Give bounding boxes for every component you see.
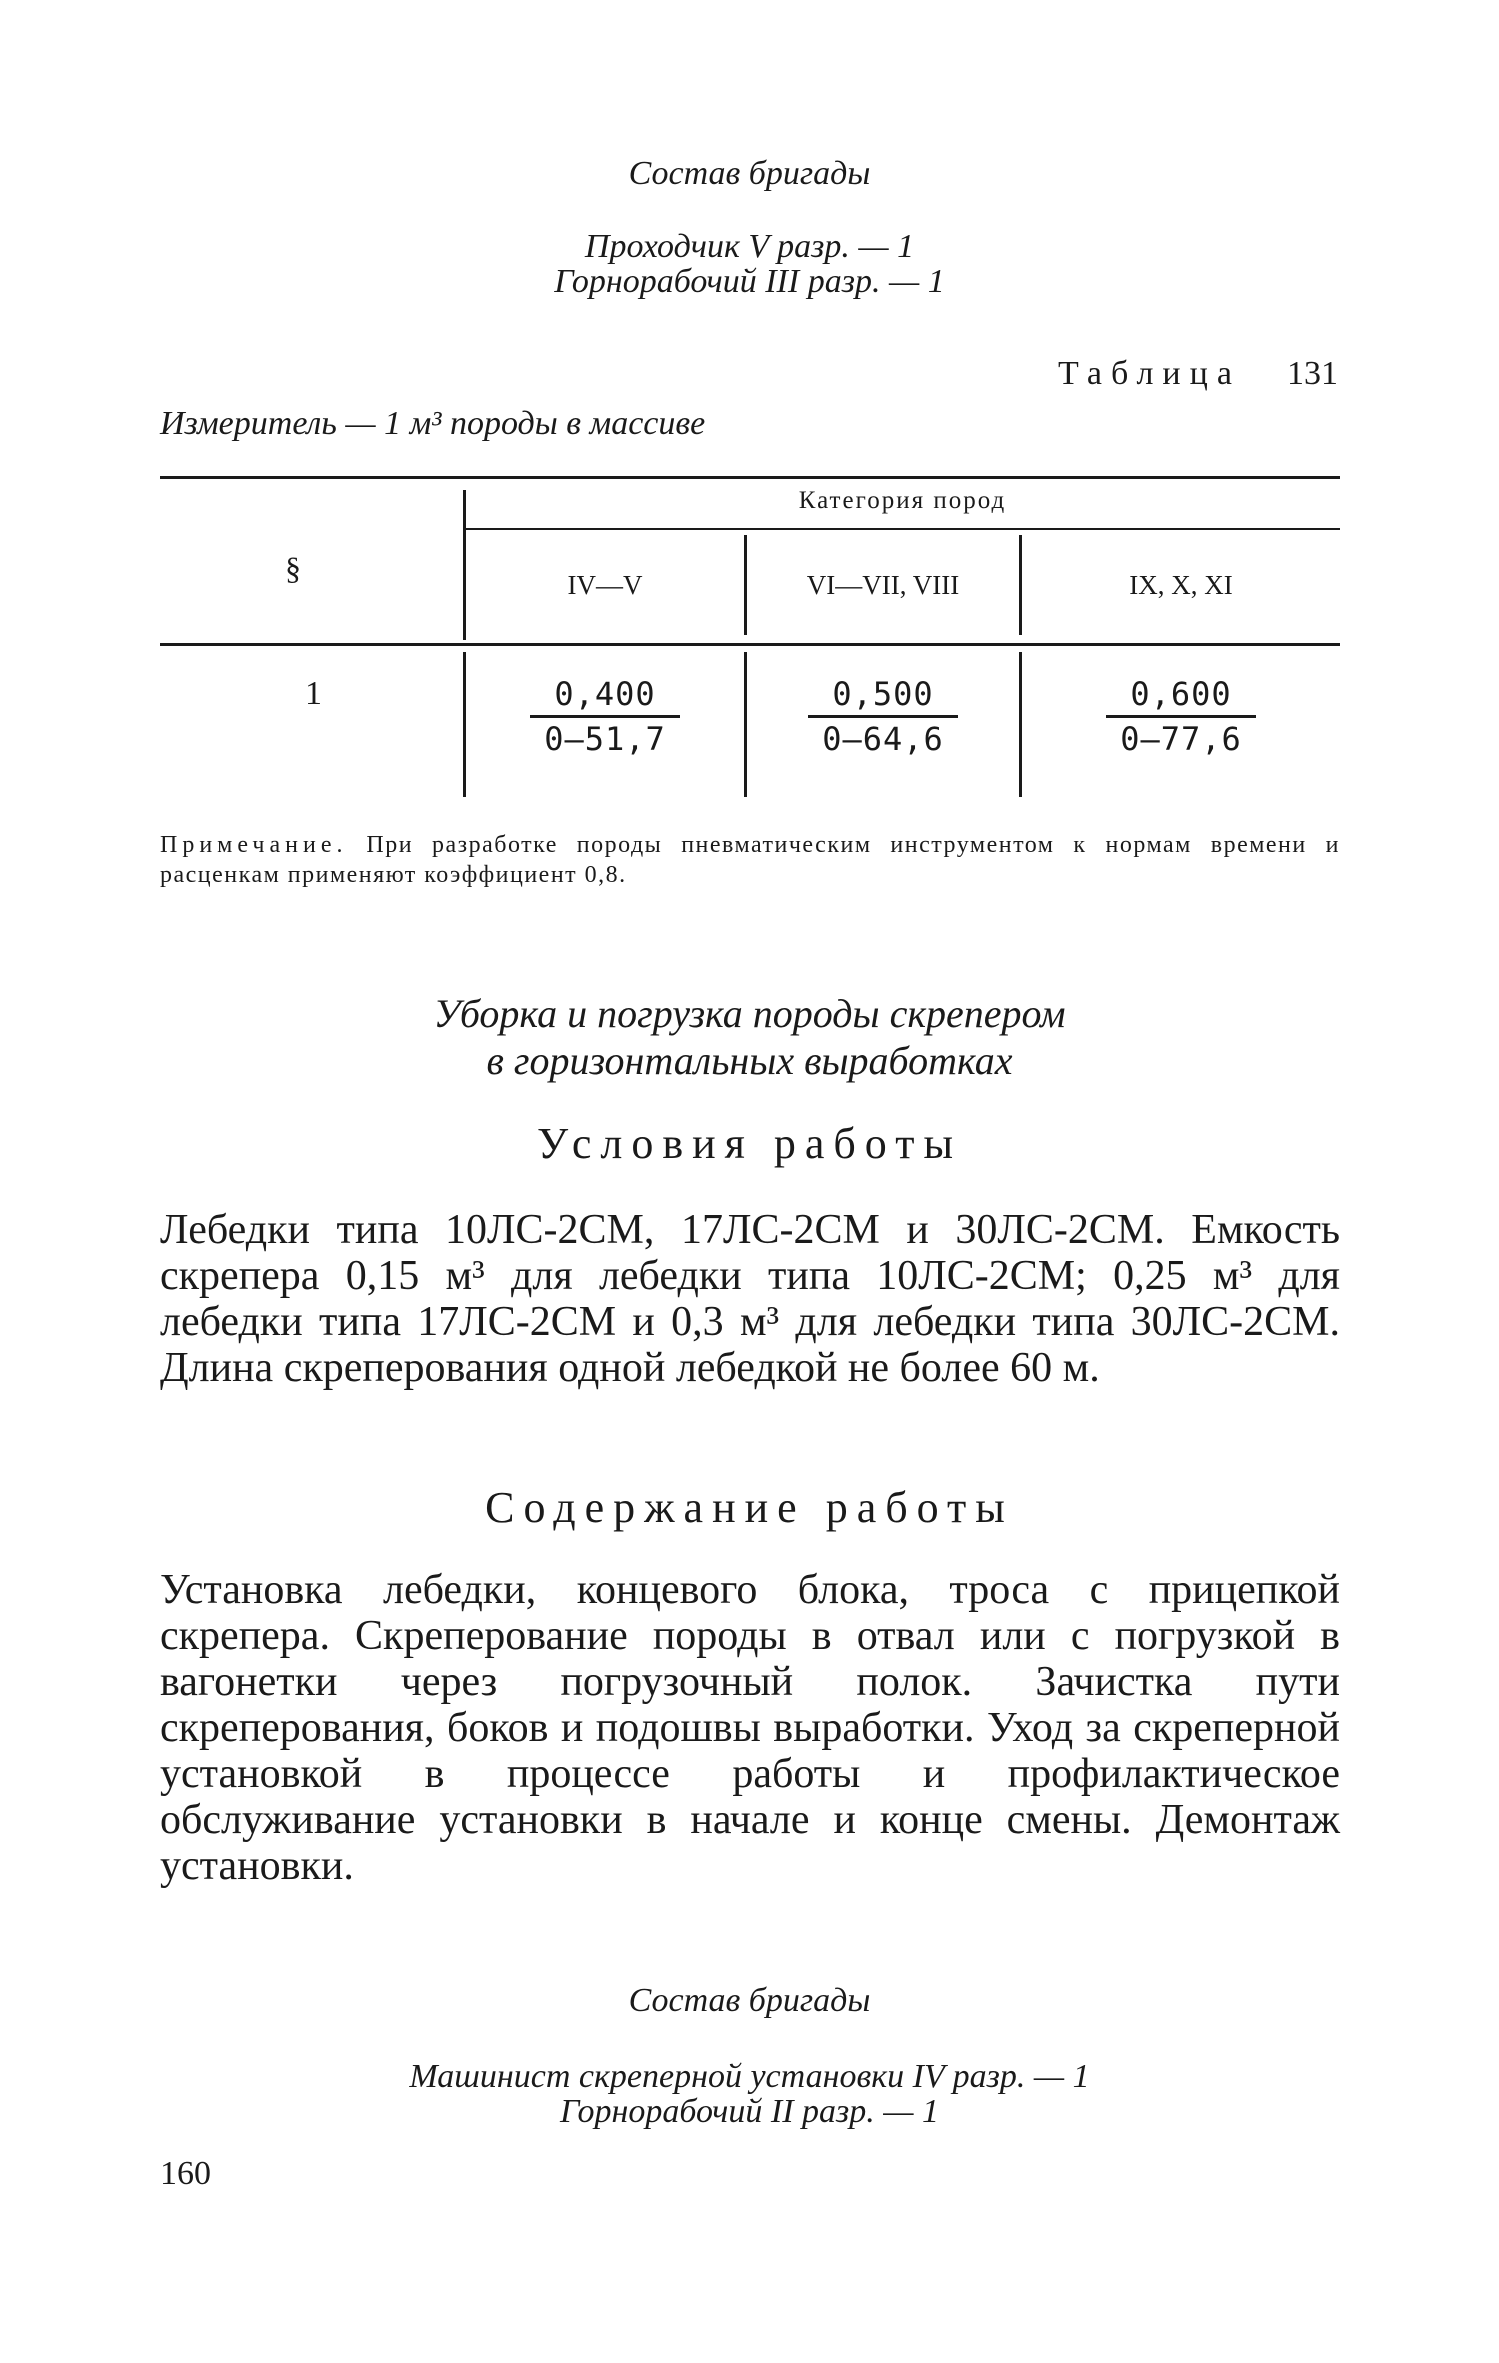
- note-text: При разработке породы пневматическим инструментом к нормам времени и расценкам применяют коэффициент 0,8.: [160, 832, 1341, 888]
- section-title-line-1: Уборка и погрузка породы скрепером: [433, 991, 1066, 1036]
- content-text: Установка лебедки, концевого блока, троса с прицепкой скрепера. Скреперование породы в отвал или с погрузкой в вагонетки через погрузочный полок. Зачистка пути скреперования, боков и подошвы выработки. Уход за скреперной установкой в процессе работы и профилактическое обслуживание установки в начале и конце смены. Демонтаж установки.: [160, 1567, 1340, 1889]
- crew-title-2: Состав бригады: [628, 1982, 871, 2019]
- unit-line: Измеритель — 1 м³ породы в массиве: [160, 405, 706, 442]
- fraction-bar: [808, 715, 958, 718]
- table-cell-3: [1022, 675, 1340, 758]
- page-number: 160: [160, 2155, 211, 2192]
- table-label: Таблица: [1058, 355, 1241, 392]
- header-bottom-rule: [160, 643, 1340, 646]
- crew-line-2: Горнорабочий III разр. — 1: [554, 263, 945, 300]
- table-top-rule: [160, 476, 1340, 479]
- category-header: Категория пород: [798, 487, 1007, 514]
- row-number: 1: [305, 675, 322, 712]
- crew2-line-1: Машинист скреперной установки IV разр. — 1: [409, 2058, 1090, 2095]
- fraction-bar: [1106, 715, 1256, 718]
- column-header-2: VI—VII, VIII: [806, 570, 960, 600]
- fraction-bar: [530, 715, 680, 718]
- conditions-title: Условия работы: [536, 1119, 963, 1168]
- cell-rate-value: 0—64,6: [822, 720, 944, 758]
- cell-norm-value: 0,600: [1130, 675, 1232, 713]
- table-note: [160, 830, 1340, 890]
- cell-norm-value: 0,500: [832, 675, 934, 713]
- cell-rate-value: 0—77,6: [1120, 720, 1242, 758]
- table-cell-1: [466, 675, 744, 758]
- section-title-line-2: в горизонтальных выработках: [486, 1038, 1013, 1083]
- table-cell-2: [747, 675, 1019, 758]
- cell-rate-value: 0—51,7: [544, 720, 666, 758]
- column-header-1: IV—V: [567, 570, 643, 600]
- section-sign-header: §: [285, 550, 301, 586]
- category-rule: [465, 528, 1340, 530]
- crew-line-1: Проходчик V разр. — 1: [584, 228, 915, 265]
- table-number: 131: [1287, 355, 1338, 392]
- cell-norm-value: 0,400: [554, 675, 656, 713]
- conditions-text: Лебедки типа 10ЛС-2СМ, 17ЛС-2СМ и 30ЛС-2СМ. Емкость скрепера 0,15 м³ для лебедки типа 10ЛС-2СМ; 0,25 м³ для лебедки типа 17ЛС-2СМ и 0,3 м³ для лебедки типа 30ЛС-2СМ. Длина скреперования одной лебедкой не более 60 м.: [160, 1207, 1340, 1391]
- note-label: Примечание.: [160, 832, 348, 858]
- content-title: Содержание работы: [485, 1483, 1014, 1532]
- column-header-3: IX, X, XI: [1129, 570, 1233, 600]
- crew2-line-2: Горнорабочий II разр. — 1: [559, 2093, 940, 2130]
- crew-title-1: Состав бригады: [628, 155, 871, 192]
